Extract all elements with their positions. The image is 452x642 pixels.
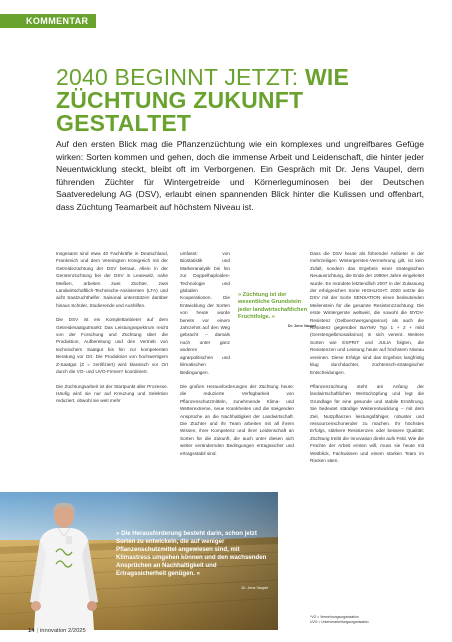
headline-part-light: 2040 BEGINNT JETZT: bbox=[56, 64, 305, 90]
quote-open-icon: » bbox=[116, 530, 122, 537]
text-column-2 bbox=[180, 250, 294, 464]
footnote: *VO = Vermehrungsorganisation bbox=[310, 615, 359, 619]
headline bbox=[56, 66, 426, 135]
pull-quote-1-text: » Züchtung ist der wesentliche Grundstein jeder landwirtschaftlichen Fruchtfolge. « bbox=[238, 292, 308, 321]
footnotes bbox=[310, 615, 424, 625]
pull-quote-1 bbox=[238, 292, 316, 328]
top-bar bbox=[0, 0, 452, 30]
pull-quote-2-author: Dr. Jens Vaupel bbox=[241, 586, 268, 590]
footnote: UVO = Unterverarbeitungsorganisation bbox=[310, 620, 369, 624]
section-label: KOMMENTAR bbox=[0, 14, 96, 28]
headline-part-bold: WIE ZÜCHTUNG ZUKUNFT GESTALTET bbox=[56, 64, 350, 136]
body-paragraph: Die großen Herausforderungen der Züchtung heute: die reduzierte Verfügbarkeit von Pflanzenschutzmitteln, zunehmende Klima- und Wetterextreme, neue Krankheiten und die steigenden Ansprüche an die Nachhaltigkeit der Landwirtschaft. Die Züchter und ihr Team arbeiten mit all ihrem Wissen, ihrer Kompetenz und ihrer Leidenschaft an Sorten für die Zukunft, die auch unter diesen sich weiter verändernden Bedingungen ertragssicher und ertragsstabil sind. bbox=[180, 383, 294, 456]
quote-open-icon: » bbox=[238, 292, 243, 298]
pull-quote-2-text: » Die Herausforderung besteht darin, schon jetzt Sorten zu entwickeln, die auf weniger Pflanzenschutzmittel angewiesen sind, mit Klimastress umgehen können und den wachsenden Ansprüchen an Nachhaltigkeit und Ertragssicherheit genügen. « bbox=[116, 530, 267, 577]
page-footer bbox=[0, 628, 86, 642]
body-paragraph: Die DSV ist ein Komplettanbieter auf dem Getreidesaatgutmarkt: Das Leistungsspektrum reicht von der Forschung und Züchtung über die Produktion, Aufbereitung und den Vertrieb von technischem Saatgut bis hin zur kompetenten Beratung vor Ort. Die Produktion von hochwertigem Z-Saatgut (Z = zertifiziert) wird klassisch vor Ort durch die VO- und UVO-Firmen* koordiniert. bbox=[56, 317, 168, 375]
text-column-1 bbox=[56, 250, 168, 412]
body-paragraph: Pflanzenzüchtung steht am Anfang der landwirtschaftlichen Wertschöpfung und legt die Grundlage für eine gesunde und stabile Ernährung. Sie bedeutet ständige Weiterentwicklung – mit dem Ziel, Nutzpflanzen leistungsfähiger, robuster und ressourcenschonender zu machen. Ihr höchstes Erfolgs, stärkere Resistenzen oder bessere Qualität: Züchtung treibt die Innovation direkt aufs Feld. Wie die Früchte der Arbeit ernten will, muss sie heute mit Weitblick, Fachwissen und einem starken Team im Rücken säen. bbox=[310, 383, 424, 463]
body-paragraph: Die Züchtungsarbeit ist der Startpunkt aller Prozesse. Häufig wird sie nur auf Kreuzung und Selektion reduziert, obwohl sie weit mehr bbox=[56, 383, 168, 404]
publication-name: innovation 2/2025 bbox=[39, 628, 86, 634]
pull-quote-1-author: Dr. Jens Vaupel bbox=[287, 323, 316, 328]
pull-quote-2 bbox=[116, 530, 268, 590]
page-number: 14 bbox=[28, 628, 35, 634]
body-paragraph: Dass die DSV heute als führender Anbieter in der mehrzeiligen Wintergersten-Vermehrung gilt, ist kein Zufall, sondern das Ergebnis einer strategischen Neuausrichtung, die Ende der 1990er Jahre eingeleitet wurde. Es mündete letztendlich 2007 in der Zulassung der erfolgreichen Sorte HIGHLIGHT. 2020 setzte die DSV mit der Sorte SENSATION einen bedeutenden Meilenstein für die gesamte Resistenzzüchtung: Die erste Wintergerste weltweit, die sowohl die BYDV-Resistenz (Gelbverzwergungsvirus) als auch die Resistenz gegenüber BaYMV Typ 1 + 2 + mild (Gerstengelbmosaikvirus) in sich vereint. Weitere Sorten wie ESPRIT und JULIA folgten, die Resistenzen und Leistung heute auf höchstem Niveau vereinen. Diese Erfolge sind das Ergebnis langfristig klug durchdachter, züchterisch-strategischer Entscheidungen. bbox=[310, 251, 424, 375]
lead-paragraph: Auf den ersten Blick mag die Pflanzenzüchtung wie ein komplexes und ungreifbares Gefüge wirken: Sorten kommen und gehen, doch die immense Arbeit und Leidenschaft, die hinter jeder Neuentwicklung steckt, bleibt oft im Verborgenen. Ein Gespräch mit Dr. Jens Vaupel, dem führenden Züchter für Wintergetreide und Körnerleguminosen bei der Deutschen Saatveredelung AG (DSV), erlaubt einen spannenden Blick hinter die Kulissen und offenbart, dass Züchtung Teamarbeit auf höchstem Niveau ist. bbox=[56, 139, 424, 212]
footer-separator: | bbox=[36, 628, 38, 634]
text-column-3 bbox=[310, 250, 424, 471]
body-paragraph: umfasst: von Biostatistik und Markeranalytik bis hin zur Doppelhaploiden-Technologie und globalen Kooperationen. Die Entwicklung der Sorten von heute wurde bereits vor einem Jahrzehnt auf den Weg gebracht – damals noch unter ganz anderen agrarpolitischen und klimatischen Bedingungen. bbox=[180, 251, 230, 375]
body-paragraph: Insgesamt sind etwa 40 Fachkräfte in Deutschland, Frankreich und dem Vereinigten Königreich mit der Getreidezüchtung der DSV betraut. Allein in der Gerstenzüchtung bei der DSV in Leutewitz, nahe Meißen, arbeiten zwei Züchter, zwei Landwirtschaftlich-Technische-Assistenten (LTA) und acht Saatzuchthelfer. Saisonal unterstützen darüber hinaus Schüler, Studierende und Aushilfen. bbox=[56, 251, 168, 308]
